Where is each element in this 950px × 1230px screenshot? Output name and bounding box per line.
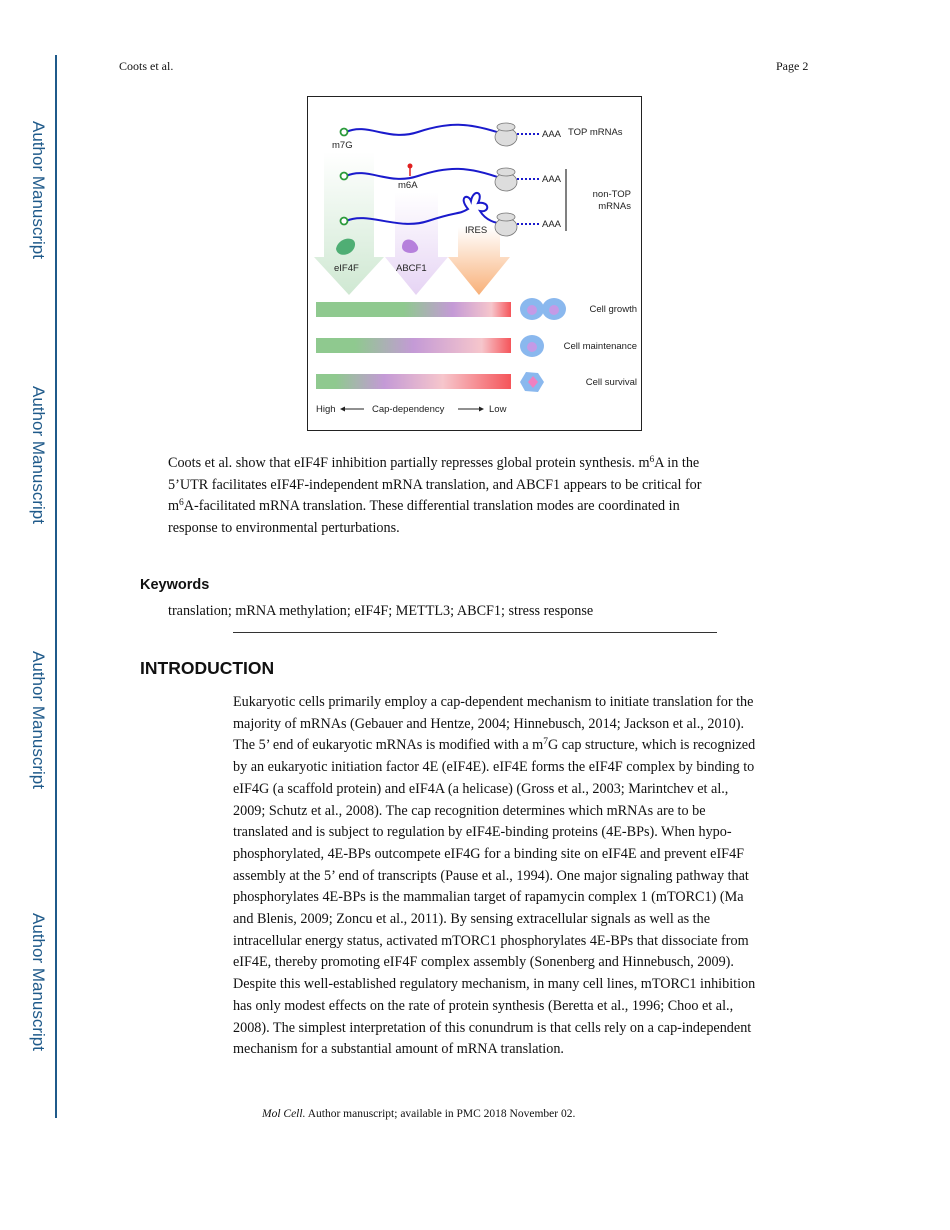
svg-text:eIF4F: eIF4F xyxy=(334,263,359,274)
cell-icon xyxy=(520,298,566,392)
text-line: The 5’ end of eukaryotic mRNAs is modified with a $m^7G$ cap structure, which is recognized xyxy=(233,737,756,754)
sidebar-rule xyxy=(55,55,57,1118)
ires-arrow xyxy=(448,227,510,295)
graphical-abstract-figure xyxy=(307,96,642,431)
keywords-text: translation; mRNA methylation; eIF4F; METTL3; ABCF1; stress response xyxy=(168,603,594,619)
svg-text:ABCF1: ABCF1 xyxy=(396,263,427,274)
text-line: and Blenis, 2009; Zoncu et al., 2011). By sensing extracellular signals as well as the xyxy=(233,911,711,928)
svg-text:TOP mRNAs: TOP mRNAs xyxy=(568,127,623,138)
text-line: phosphorylated, 4E-BPs outcompete eIF4G for a binding site on eIF4E and prevent eIF4F xyxy=(233,845,745,862)
svg-text:AAA: AAA xyxy=(542,129,562,140)
text-line: 5’UTR facilitates eIF4F-independent mRNA translation, and ABCF1 appears to be critical for xyxy=(168,476,702,493)
superscript: 6 xyxy=(649,455,655,465)
text-line: majority of mRNAs (Gebauer and Hentze, 2004; Hinnebusch, 2014; Jackson et al., 2010). xyxy=(233,715,745,732)
section-divider xyxy=(233,632,717,633)
footer xyxy=(262,1108,575,1120)
svg-text:m6A: m6A xyxy=(398,180,418,191)
svg-text:m7G: m7G xyxy=(332,140,353,151)
text-line: Coots et al. show that eIF4F inhibition partially represses global protein synthesis. $m^6A$ in the xyxy=(168,455,700,471)
svg-text:non-TOP: non-TOP xyxy=(592,189,631,200)
svg-text:Low: Low xyxy=(489,404,507,415)
svg-text:High: High xyxy=(316,404,336,415)
author-manuscript-label: Author Manuscript xyxy=(29,913,48,1051)
m6a-mark-icon xyxy=(408,164,413,169)
keywords-heading: Keywords xyxy=(140,577,210,593)
text-line: phosphorylates 4E-BPs is the mammalian target of rapamycin complex 1 (mTORC1) (Ma xyxy=(233,889,744,906)
text-line: 2009; Schutz et al., 2008). The cap recognition determines which mRNAs are to be xyxy=(233,802,706,819)
introduction-heading: INTRODUCTION xyxy=(140,658,275,678)
text-line: has only modest effects on the rate of protein synthesis (Beretta et al., 1996; Choo et al., xyxy=(233,997,734,1014)
author-manuscript-label: Author Manuscript xyxy=(29,651,48,789)
svg-text:Cell survival: Cell survival xyxy=(585,377,637,388)
text-line: eIF4G (a scaffold protein) and eIF4A (a helicase) (Gross et al., 2003; Marintchev et al., xyxy=(233,780,729,797)
superscript: 6 xyxy=(179,498,184,509)
text-line: 2008). The simplest interpretation of this conundrum is that cells rely on a cap-independent xyxy=(233,1019,752,1036)
text-line: Eukaryotic cells primarily employ a cap-dependent mechanism to initiate translation for the xyxy=(233,694,754,710)
cell-maintenance-bar xyxy=(316,338,511,353)
author-manuscript-label: Author Manuscript xyxy=(29,386,48,524)
svg-text:Cell maintenance: Cell maintenance xyxy=(563,341,637,352)
text-line: by an eukaryotic initiation factor 4E (eIF4E). eIF4E forms the eIF4F complex by binding to xyxy=(233,759,755,776)
svg-text:AAA: AAA xyxy=(542,174,562,185)
svg-text:IRES: IRES xyxy=(465,225,488,236)
svg-text:Cell growth: Cell growth xyxy=(589,304,637,315)
journal-name: Mol Cell. xyxy=(262,1108,306,1120)
introduction-paragraph xyxy=(233,692,823,1061)
page-number: Page 2 xyxy=(776,59,809,73)
text-line: Despite this well-established regulatory mechanism, in many cell lines, mTORC1 inhibition xyxy=(233,976,756,993)
text-line: intracellular energy status, activated mTORC1 phosphorylates 4E-BPs that dissociate from xyxy=(233,932,749,949)
text-line: translated and is subject to regulation by eIF4E-binding proteins (4E-BPs). When hypo- xyxy=(233,824,732,841)
abcf1-arrow xyxy=(385,192,448,295)
svg-text:AAA: AAA xyxy=(542,219,562,230)
cell-growth-bar xyxy=(316,302,511,317)
text-line: $m^6A$-facilitated mRNA translation. These differential translation modes are coordinated in xyxy=(168,498,680,515)
superscript: 7 xyxy=(543,737,548,748)
author-manuscript-label: Author Manuscript xyxy=(29,121,48,259)
ribosome-icon xyxy=(495,123,517,236)
running-header-author: Coots et al. xyxy=(119,59,174,73)
cell-survival-bar xyxy=(316,374,511,389)
figure-caption xyxy=(168,453,778,540)
text-line: assembly at the 5’ end of transcripts (Pause et al., 1994). One major signaling pathway that xyxy=(233,867,749,884)
svg-text:Cap-dependency: Cap-dependency xyxy=(372,404,445,415)
text-line: eIF4E, thereby promoting eIF4F complex assembly (Sonenberg and Hinnebusch, 2009). xyxy=(233,954,734,971)
svg-text:mRNAs: mRNAs xyxy=(598,201,631,212)
footer-text: Author manuscript; available in PMC 2018 November 02. xyxy=(305,1108,576,1120)
text-line: response to environmental perturbations. xyxy=(168,520,400,537)
text-line: mechanism for a substantial amount of mRNA translation. xyxy=(233,1041,564,1058)
